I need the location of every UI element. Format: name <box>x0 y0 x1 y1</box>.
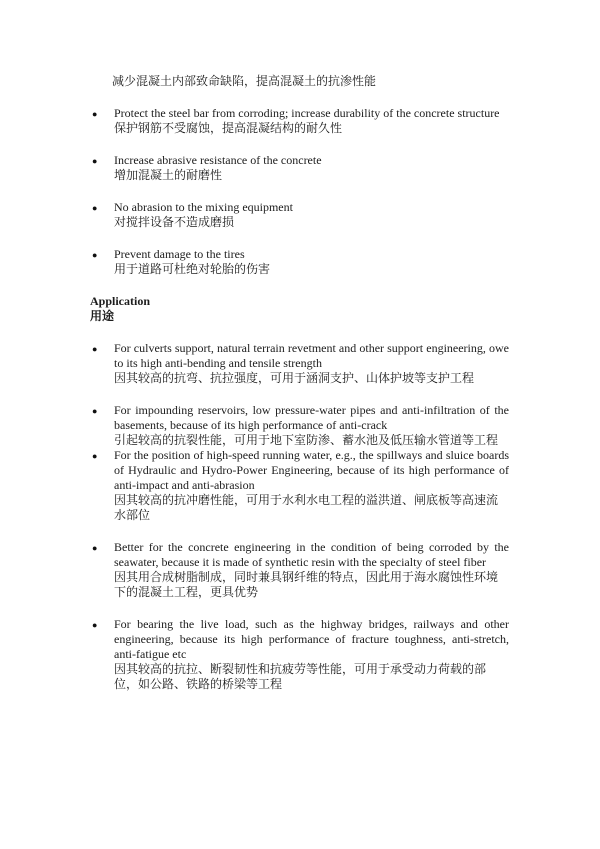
document-content <box>90 74 509 709</box>
benefit-text-zh: 对搅拌设备不造成磨损 <box>114 215 235 229</box>
application-item <box>90 403 509 448</box>
application-item <box>90 341 509 386</box>
application-section-heading <box>90 294 509 324</box>
bullet-icon: ● <box>92 620 98 630</box>
benefit-text-en: Protect the steel bar from corroding; increase durability of the concrete structure <box>114 106 500 120</box>
application-text-zh: 因其用合成树脂制成，同时兼具钢纤维的特点，因此用于海水腐蚀性环境下的混凝土工程，更具优势 <box>114 570 499 599</box>
benefit-text-en: No abrasion to the mixing equipment <box>114 200 293 214</box>
bullet-icon: ● <box>92 109 98 119</box>
bullet-icon: ● <box>92 203 98 213</box>
application-text-en: For bearing the live load, such as the highway bridges, railways and other engineering, because its high performance of fracture toughness, anti-stretch, anti-fatigue etc <box>114 617 509 661</box>
bullet-icon: ● <box>92 543 98 553</box>
application-text-zh: 因其较高的抗弯、抗拉强度，可用于涵洞支护、山体护坡等支护工程 <box>114 371 475 385</box>
bullet-icon: ● <box>92 156 98 166</box>
benefit-text-zh: 保护钢筋不受腐蚀，提高混凝结构的耐久性 <box>114 121 343 135</box>
application-heading-zh: 用途 <box>90 309 115 323</box>
application-item <box>90 448 509 523</box>
bullet-icon: ● <box>92 451 98 461</box>
benefit-item <box>90 247 509 277</box>
application-text-en: For culverts support, natural terrain revetment and other support engineering, owe to its high anti-bending and tensile strength <box>114 341 509 370</box>
application-item <box>90 540 509 600</box>
application-text-zh: 引起较高的抗裂性能，可用于地下室防渗、蓄水池及低压输水管道等工程 <box>114 433 499 447</box>
benefit-text-zh: 用于道路可杜绝对轮胎的伤害 <box>114 262 271 276</box>
benefit-continuation-zh: 减少混凝土内部致命缺陷，提高混凝土的抗渗性能 <box>112 74 377 88</box>
application-heading-en: Application <box>90 294 151 308</box>
benefit-text-en: Prevent damage to the tires <box>114 247 245 261</box>
application-text-en: Better for the concrete engineering in the condition of being corroded by the seawater, because it is made of synthetic resin with the specialty of steel fiber <box>114 540 509 569</box>
application-text-zh: 因其较高的抗拉、断裂韧性和抗疲劳等性能，可用于承受动力荷载的部位，如公路、铁路的桥梁等工程 <box>114 662 487 691</box>
benefit-text-zh: 增加混凝土的耐磨性 <box>114 168 223 182</box>
application-item <box>90 617 509 692</box>
bullet-icon: ● <box>92 250 98 260</box>
application-text-en: For the position of high-speed running water, e.g., the spillways and sluice boards of Hydraulic and Hydro-Power Engineering, because of its high performance of anti-impact and anti-abrasion <box>114 448 509 492</box>
application-text-zh: 因其较高的抗冲磨性能，可用于水利水电工程的溢洪道、闸底板等高速流水部位 <box>114 493 499 522</box>
bullet-icon: ● <box>92 406 98 416</box>
bullet-icon: ● <box>92 344 98 354</box>
benefit-text-en: Increase abrasive resistance of the concrete <box>114 153 322 167</box>
benefit-item <box>90 200 509 230</box>
application-text-en: For impounding reservoirs, low pressure-water pipes and anti-infiltration of the basements, because of its high performance of anti-crack <box>114 403 509 432</box>
benefit-item <box>90 106 509 136</box>
benefit-item <box>90 153 509 183</box>
